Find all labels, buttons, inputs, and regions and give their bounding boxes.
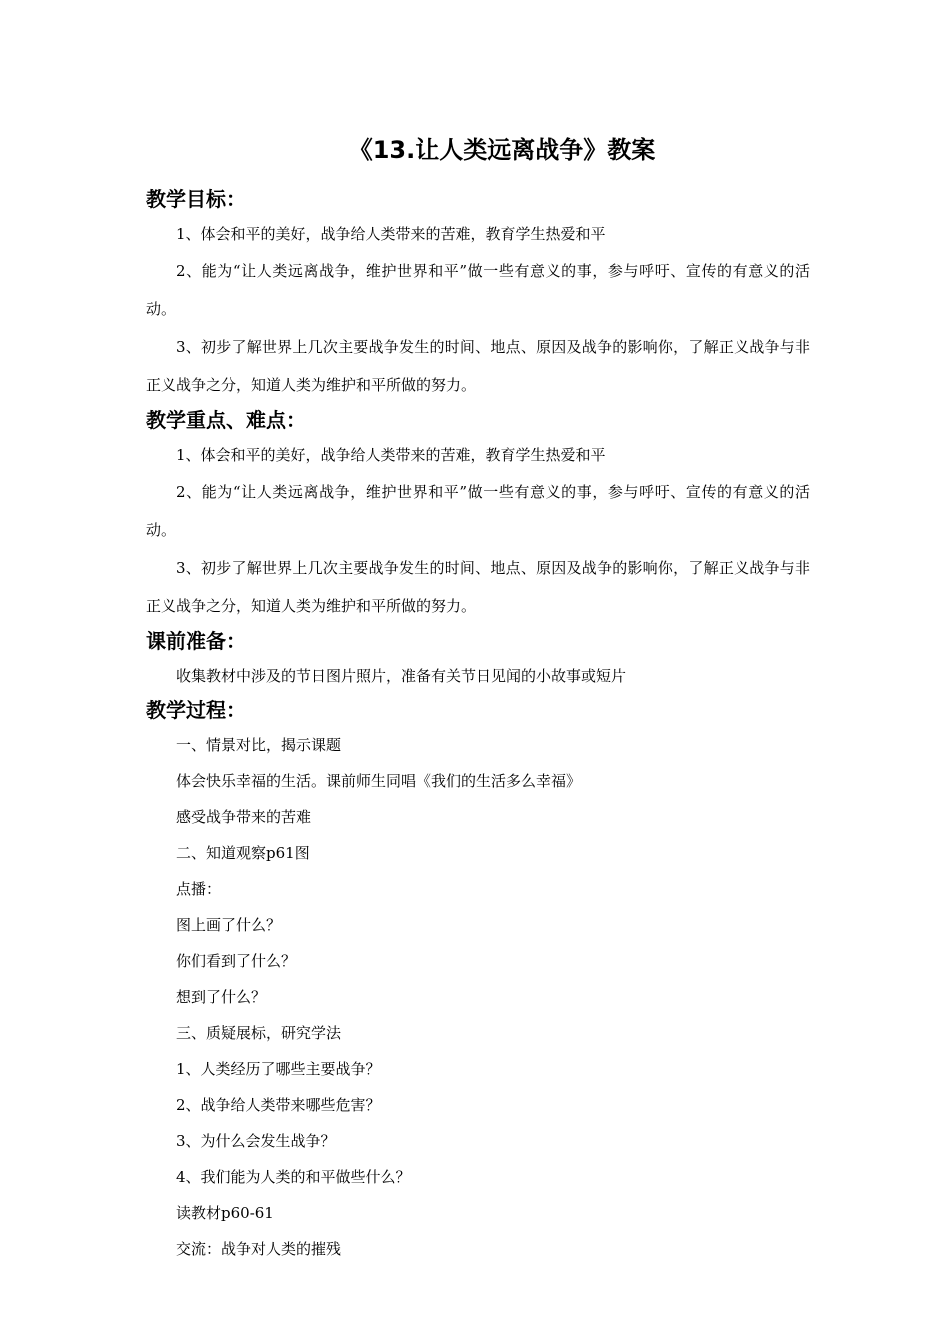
objective-item-1: 1、体会和平的美好，战争给人类带来的苦难，教育学生热爱和平 xyxy=(176,225,606,243)
process-item: 2、战争给人类带来哪些危害？ xyxy=(176,1096,381,1114)
section-heading-process: 教学过程： xyxy=(146,698,246,722)
process-item: 想到了什么？ xyxy=(176,988,267,1006)
keypoint-item-2: 2、能为“让人类远离战争，维护世界和平”做一些有意义的事，参与呼吁、宣传的有意义的活动。 xyxy=(146,483,810,539)
process-item: 4、我们能为人类的和平做些什么？ xyxy=(176,1168,411,1186)
process-item: 读教材p60-61 xyxy=(176,1204,274,1222)
document-body xyxy=(146,183,810,1267)
process-item: 图上画了什么？ xyxy=(176,916,282,934)
process-item: 一、情景对比，揭示课题 xyxy=(176,736,342,754)
keypoint-item-1: 1、体会和平的美好，战争给人类带来的苦难，教育学生热爱和平 xyxy=(176,446,606,464)
section-heading-keypoints: 教学重点、难点： xyxy=(146,408,306,432)
preparation-item-1: 收集教材中涉及的节日图片照片，准备有关节日见闻的小故事或短片 xyxy=(176,667,627,685)
objective-item-3: 3、初步了解世界上几次主要战争发生的时间、地点、原因及战争的影响你，了解正义战争与非正义战争之分，知道人类为维护和平所做的努力。 xyxy=(146,338,810,394)
section-heading-objectives: 教学目标： xyxy=(146,187,246,211)
process-item: 1、人类经历了哪些主要战争？ xyxy=(176,1060,381,1078)
process-item: 三、质疑展标，研究学法 xyxy=(176,1024,342,1042)
process-item: 二、知道观察p61图 xyxy=(176,844,310,862)
process-item: 点播： xyxy=(176,880,222,898)
document-title: 《13.让人类远离战争》教案 xyxy=(348,136,656,164)
objective-item-2: 2、能为“让人类远离战争，维护世界和平”做一些有意义的事，参与呼吁、宣传的有意义的活动。 xyxy=(146,262,810,318)
process-item: 你们看到了什么？ xyxy=(176,952,297,970)
keypoint-item-3: 3、初步了解世界上几次主要战争发生的时间、地点、原因及战争的影响你，了解正义战争与非正义战争之分，知道人类为维护和平所做的努力。 xyxy=(146,559,810,615)
process-item: 交流：战争对人类的摧残 xyxy=(176,1240,342,1258)
process-item: 体会快乐幸福的生活。课前师生同唱《我们的生活多么幸福》 xyxy=(176,772,582,790)
process-item: 3、为什么会发生战争？ xyxy=(176,1132,336,1150)
process-item: 感受战争带来的苦难 xyxy=(176,808,312,826)
section-heading-preparation: 课前准备： xyxy=(146,629,246,653)
